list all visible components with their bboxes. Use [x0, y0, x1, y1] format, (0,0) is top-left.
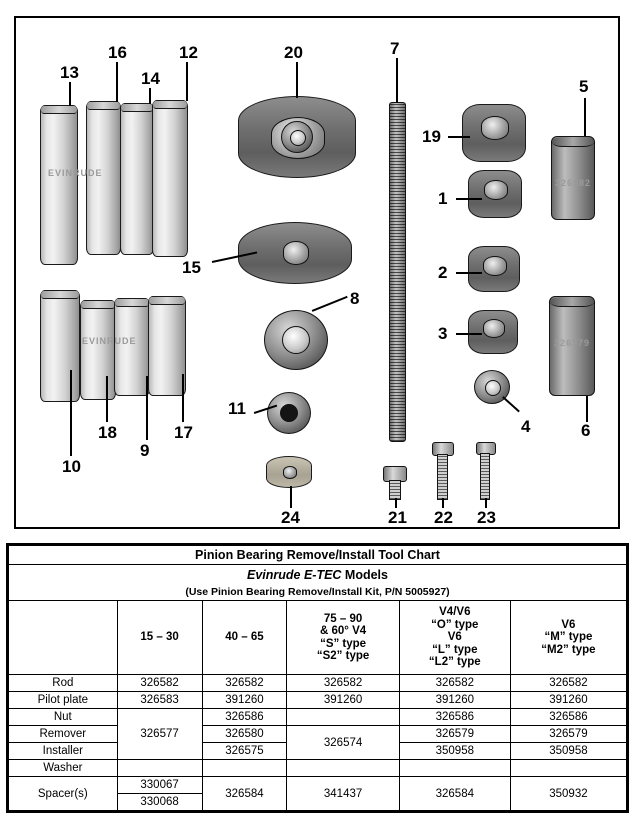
chart-cell-rod-2: 326582	[202, 675, 287, 692]
part-bearing-1-hub	[484, 180, 508, 200]
chart-cell-rod-1: 326582	[117, 675, 202, 692]
chart-col5-line3: “M2” type	[541, 643, 596, 656]
chart-col-header-5	[510, 601, 626, 675]
chart-cell-washer-3	[287, 760, 399, 777]
chart-cell-nut-3	[287, 709, 399, 726]
chart-cell-nut-5: 326586	[510, 709, 626, 726]
watermark-326582: 326582	[555, 178, 592, 188]
callout-23: 23	[477, 508, 496, 527]
chart-note: (Use Pinion Bearing Remove/Install Kit, P/N 5005927)	[9, 584, 627, 601]
chart-subtitle	[9, 565, 627, 584]
chart-cell-spacer-2: 326584	[202, 777, 287, 811]
chart-subtitle-italic: Evinrude E-TEC	[246, 567, 342, 582]
chart-cell-spacer-4: 326584	[399, 777, 510, 811]
chart-col-header-1	[117, 601, 202, 675]
chart-cell-nut-4: 326586	[399, 709, 510, 726]
part-washer-24-hole	[283, 466, 297, 479]
part-bearing-19	[462, 104, 526, 162]
leader-7	[396, 58, 398, 103]
chart-cell-remover-3: 326574	[287, 726, 399, 760]
chart-cell-pilot-5: 391260	[510, 692, 626, 709]
chart-col3-line4: “S2” type	[316, 650, 370, 662]
chart-cell-washer-4	[399, 760, 510, 777]
chart-col2-line1: 40 – 65	[225, 631, 264, 644]
callout-15: 15	[182, 258, 201, 277]
chart-col4-line3: V6	[447, 631, 462, 644]
chart-col1-line1: 15 – 30	[140, 631, 179, 644]
callout-7: 7	[390, 39, 400, 58]
chart-cell-remover-2: 326580	[202, 726, 287, 743]
chart-cell-installer-5: 350958	[510, 743, 626, 760]
part-washer-24	[266, 456, 312, 488]
chart-cell-nut-1: 326577	[117, 709, 202, 760]
callout-16: 16	[108, 43, 127, 62]
callout-13: 13	[60, 63, 79, 82]
leader-10	[70, 370, 72, 456]
leader-21	[395, 498, 397, 508]
part-sleeve-10	[40, 290, 80, 402]
part-ring-8-inner	[282, 326, 310, 354]
part-ring-11	[267, 392, 311, 434]
chart-row-nut	[9, 709, 627, 726]
chart-cell-pilot-4: 391260	[399, 692, 510, 709]
chart-col3-line2: & 60° V4	[320, 625, 367, 637]
callout-18: 18	[98, 423, 117, 442]
part-sleeve-16	[86, 101, 121, 255]
leader-3	[456, 333, 482, 335]
part-bearing-1	[468, 170, 522, 218]
chart-header-row	[9, 601, 627, 675]
chart-header-corner	[9, 601, 118, 675]
leader-8	[312, 296, 348, 312]
part-plate-15-hole	[283, 241, 309, 265]
part-sleeve-14	[120, 103, 154, 255]
chart-cell-spacer-3: 341437	[287, 777, 399, 811]
part-disc-20-bore-inner	[290, 130, 306, 146]
chart-row-pilot-plate	[9, 692, 627, 709]
callout-1: 1	[438, 189, 448, 208]
chart-col-header-4	[399, 601, 510, 675]
callout-20: 20	[284, 43, 303, 62]
callout-10: 10	[62, 457, 81, 476]
callout-11: 11	[228, 399, 246, 418]
part-bearing-2-hub	[483, 256, 507, 276]
callout-17: 17	[174, 423, 193, 442]
part-ring-8	[264, 310, 328, 370]
part-sleeve-13	[40, 105, 78, 265]
chart-row-label-remover: Remover	[9, 726, 118, 743]
chart-col-header-2	[202, 601, 287, 675]
watermark-326579: 326579	[554, 338, 591, 348]
leader-14	[149, 88, 151, 104]
chart-cell-rod-3: 326582	[287, 675, 399, 692]
callout-24: 24	[281, 508, 300, 527]
leader-13	[69, 82, 71, 106]
leader-2	[456, 272, 482, 274]
chart-col4-line4: “L” type	[432, 643, 478, 656]
leader-24	[290, 486, 292, 508]
leader-20	[296, 62, 298, 98]
leader-5	[584, 98, 586, 136]
part-disc-20-bore	[281, 121, 313, 153]
chart-col3-line1: 75 – 90	[323, 612, 363, 625]
callout-2: 2	[438, 263, 448, 282]
callout-6: 6	[581, 421, 591, 440]
part-bearing-3-hub	[483, 319, 505, 338]
leader-19	[448, 136, 470, 138]
chart-subtitle-rest: Models	[341, 567, 388, 582]
part-bolt-21-shank	[389, 480, 401, 500]
callout-8: 8	[350, 289, 360, 308]
chart-cell-installer-4: 350958	[399, 743, 510, 760]
part-bolt-23-shank	[480, 453, 490, 500]
tool-chart-table	[8, 545, 627, 811]
chart-col5-line1: V6	[561, 618, 576, 631]
tool-chart	[6, 543, 629, 813]
chart-row-label-rod: Rod	[9, 675, 118, 692]
watermark-evinrude-2: EVINRUDE	[82, 336, 137, 346]
part-sleeve-17	[148, 296, 186, 396]
chart-row-label-installer: Installer	[9, 743, 118, 760]
chart-cell-spacer-5: 350932	[510, 777, 626, 811]
chart-row-remover	[9, 726, 627, 743]
chart-note-row	[9, 584, 627, 601]
chart-cell-pilot-2: 391260	[202, 692, 287, 709]
chart-row-washer	[9, 760, 627, 777]
part-bearing-19-hub	[481, 116, 509, 140]
leader-6	[586, 396, 588, 422]
part-threaded-rod-7	[389, 102, 406, 442]
chart-cell-remover-5: 326579	[510, 726, 626, 743]
callout-3: 3	[438, 324, 448, 343]
part-nut-4-inner	[485, 380, 501, 396]
chart-cell-nut-2: 326586	[202, 709, 287, 726]
chart-col5-line2: “M” type	[544, 631, 593, 644]
part-bolt-22-shank	[437, 454, 448, 500]
chart-subtitle-row	[9, 565, 627, 584]
callout-22: 22	[434, 508, 453, 527]
chart-cell-washer-2	[202, 760, 287, 777]
parts-illustration-panel	[14, 16, 620, 529]
chart-row-label-spacers: Spacer(s)	[9, 777, 118, 811]
leader-17	[182, 374, 184, 422]
chart-cell-rod-5: 326582	[510, 675, 626, 692]
chart-cell-spacer-1a: 330067	[117, 777, 202, 794]
leader-22	[442, 498, 444, 508]
chart-row-spacers-a	[9, 777, 627, 794]
callout-9: 9	[140, 441, 150, 460]
leader-4	[502, 396, 519, 412]
chart-cell-washer-5	[510, 760, 626, 777]
watermark-evinrude-1: EVINRUDE	[48, 168, 103, 178]
chart-col-header-3	[287, 601, 399, 675]
part-bearing-2	[468, 246, 520, 292]
callout-14: 14	[141, 69, 160, 88]
callout-12: 12	[179, 43, 198, 62]
callout-19: 19	[422, 127, 441, 146]
chart-cell-pilot-3: 391260	[287, 692, 399, 709]
leader-1	[456, 198, 482, 200]
chart-row-label-pilot-plate: Pilot plate	[9, 692, 118, 709]
part-ring-11-inner	[280, 404, 298, 422]
leader-12	[186, 62, 188, 101]
chart-cell-washer-1	[117, 760, 202, 777]
leader-9	[146, 376, 148, 440]
chart-col4-line1: V4/V6	[439, 606, 471, 619]
leader-18	[106, 376, 108, 422]
part-sleeve-18	[80, 300, 116, 400]
callout-21: 21	[388, 508, 407, 527]
chart-row-rod	[9, 675, 627, 692]
chart-col4-line2: “O” type	[431, 618, 479, 631]
part-sleeve-12	[152, 100, 188, 257]
callout-4: 4	[521, 417, 531, 436]
chart-cell-pilot-1: 326583	[117, 692, 202, 709]
callout-5: 5	[579, 77, 589, 96]
chart-row-label-washer: Washer	[9, 760, 118, 777]
chart-row-label-nut: Nut	[9, 709, 118, 726]
chart-cell-rod-4: 326582	[399, 675, 510, 692]
chart-title: Pinion Bearing Remove/Install Tool Chart	[9, 546, 627, 565]
chart-title-row	[9, 546, 627, 565]
chart-cell-remover-4: 326579	[399, 726, 510, 743]
leader-16	[116, 62, 118, 102]
chart-cell-installer-2: 326575	[202, 743, 287, 760]
chart-col4-line5: “L2” type	[428, 656, 481, 669]
part-sleeve-9	[114, 298, 150, 396]
part-bearing-3	[468, 310, 518, 354]
leader-23	[485, 498, 487, 508]
chart-col3-line3: “S” type	[320, 637, 367, 650]
chart-cell-spacer-1b: 330068	[117, 794, 202, 811]
